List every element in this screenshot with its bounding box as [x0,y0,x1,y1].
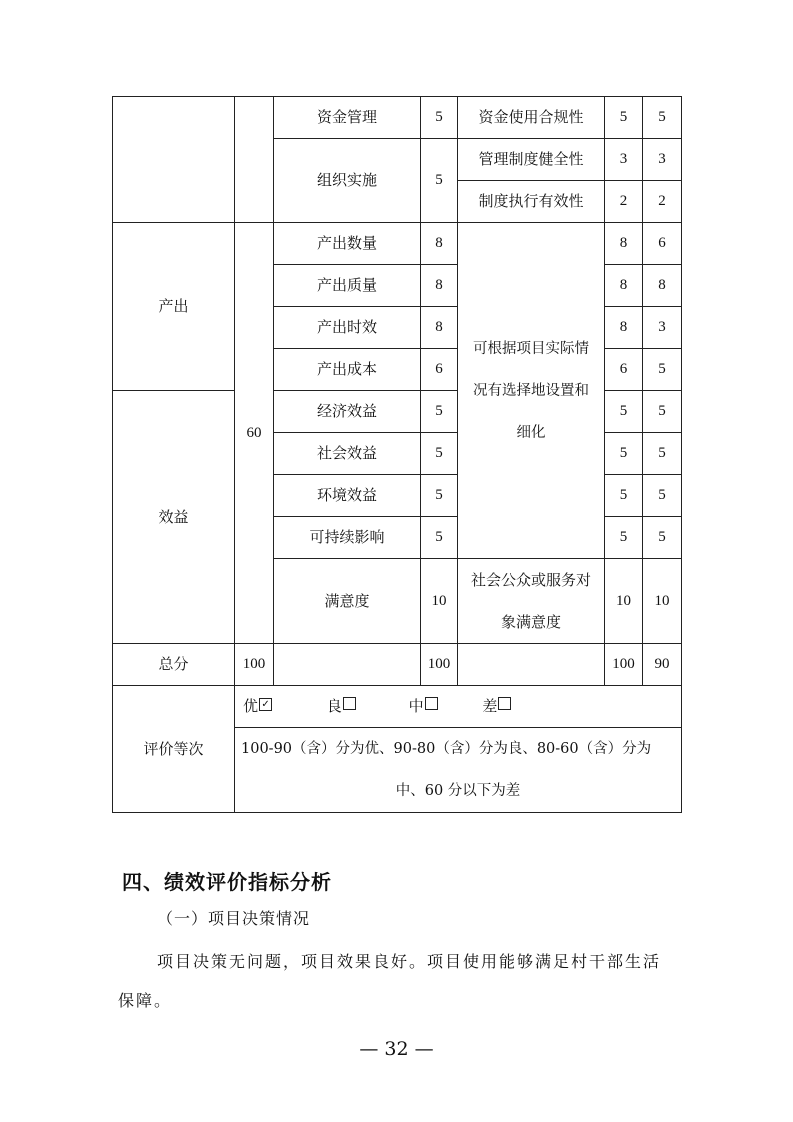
grade-options [235,686,682,728]
desc-line: 况有选择地设置和 [473,382,589,399]
grade-option-excellent: 优 ✓ [243,696,272,717]
checkbox-icon [343,697,356,710]
indicator-score: 5 [421,517,458,559]
indicator-score: 6 [421,349,458,391]
indicator-score: 8 [421,223,458,265]
indicator-cell: 资金管理 [274,97,421,139]
sub-score: 2 [605,181,643,223]
indicator-cell: 产出质量 [274,265,421,307]
weight-cell-empty [235,97,274,223]
sub-score: 5 [605,391,643,433]
indicator-score: 10 [421,559,458,644]
subheading: （一）项目决策情况 [157,909,311,928]
category-cell-empty [113,97,235,223]
category-benefit: 效益 [113,391,235,644]
total-weight: 100 [235,644,274,686]
grade-option-good: 良 [327,696,356,717]
table-row [113,97,682,139]
sub-score: 8 [605,265,643,307]
total-empty [274,644,421,686]
total-actual-score: 90 [643,644,682,686]
indicator-score: 5 [421,139,458,223]
paragraph-line: 项目决策无问题，项目效果良好。项目使用能够满足村干部生活 [157,952,662,971]
actual-score: 2 [643,181,682,223]
grade-label: 评价等次 [113,686,235,813]
actual-score: 5 [643,475,682,517]
sub-score: 10 [605,559,643,644]
checkbox-icon [498,697,511,710]
actual-score: 5 [643,517,682,559]
actual-score: 3 [643,139,682,181]
merged-description [458,223,605,559]
table-row [113,223,682,265]
actual-score: 6 [643,223,682,265]
indicator-score: 5 [421,433,458,475]
grade-option-poor: 差 [482,696,511,717]
actual-score: 8 [643,265,682,307]
grade-option-fair: 中 [409,696,438,717]
indicator-score: 5 [421,391,458,433]
grade-row [113,686,682,728]
evaluation-table [112,96,682,813]
sub-score: 8 [605,307,643,349]
indicator-cell: 环境效益 [274,475,421,517]
indicator-cell: 经济效益 [274,391,421,433]
checkbox-checked-icon: ✓ [259,698,272,711]
indicator-score: 5 [421,475,458,517]
sub-score: 5 [605,475,643,517]
actual-score: 10 [643,559,682,644]
total-row [113,644,682,686]
satisfaction-desc-line: 社会公众或服务对 [470,571,591,589]
grade-rule-line: 100-90（含）分为优、90-80（含）分为良、80-60（含）分为 [241,741,652,757]
actual-score: 5 [643,391,682,433]
indicator-cell: 可持续影响 [274,517,421,559]
sub-indicator-cell: 资金使用合规性 [458,97,605,139]
grade-rule-line: 中、60 分以下为差 [395,783,521,799]
indicator-cell: 组织实施 [274,139,421,223]
actual-score: 5 [643,433,682,475]
sub-score: 5 [605,97,643,139]
indicator-cell: 社会效益 [274,433,421,475]
sub-score: 5 [605,517,643,559]
sub-score: 8 [605,223,643,265]
indicator-cell: 产出时效 [274,307,421,349]
indicator-cell: 满意度 [274,559,421,644]
desc-line: 细化 [516,424,546,441]
actual-score: 5 [643,349,682,391]
paragraph-line: 保障。 [118,991,173,1010]
total-sub-score: 100 [605,644,643,686]
indicator-score: 5 [421,97,458,139]
section-heading: 四、绩效评价指标分析 [122,870,332,894]
sub-indicator-cell [458,559,605,644]
grade-rule [235,728,682,813]
sub-score: 5 [605,433,643,475]
sub-score: 3 [605,139,643,181]
satisfaction-desc-line: 象满意度 [500,613,561,631]
indicator-cell: 产出成本 [274,349,421,391]
total-empty [458,644,605,686]
page-number: — 32 — [359,1038,434,1060]
sub-indicator-cell: 管理制度健全性 [458,139,605,181]
sub-indicator-cell: 制度执行有效性 [458,181,605,223]
indicator-cell: 产出数量 [274,223,421,265]
total-indicator-score: 100 [421,644,458,686]
desc-line: 可根据项目实际情 [473,340,589,357]
checkbox-icon [425,697,438,710]
category-output: 产出 [113,223,235,391]
weight-cell: 60 [235,223,274,644]
actual-score: 3 [643,307,682,349]
indicator-score: 8 [421,307,458,349]
total-label: 总分 [113,644,235,686]
indicator-score: 8 [421,265,458,307]
actual-score: 5 [643,97,682,139]
sub-score: 6 [605,349,643,391]
